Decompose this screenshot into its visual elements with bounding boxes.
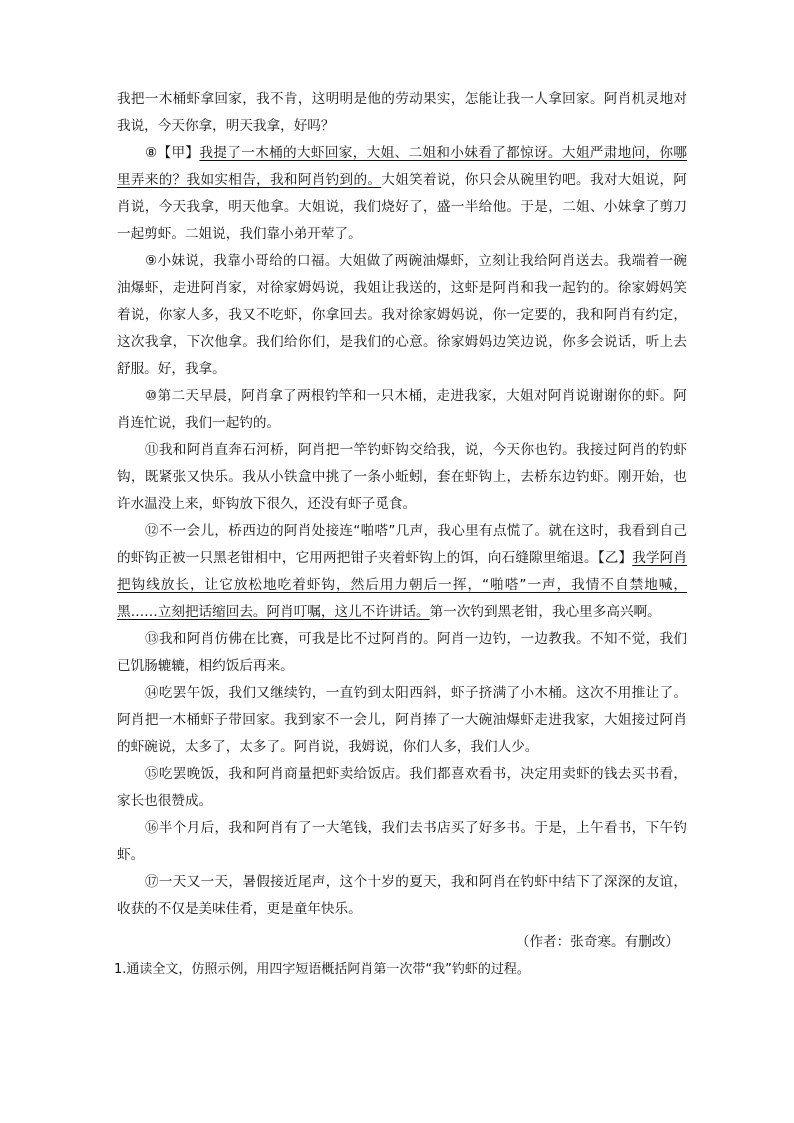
paragraph-17: ⑰一天又一天，暑假接近尾声，这个十岁的夏天，我和阿肖在钓虾中结下了深深的友谊，收获的不仅是美味佳肴，更是童年快乐。: [117, 874, 687, 917]
document-page: [114, 86, 688, 983]
paragraph-16: ⑯半个月后，我和阿肖有了一大笔钱，我们去书店买了好多书。于是，上午看书，下午钓虾。: [117, 820, 687, 863]
paragraph-8-marker: ⑧【甲】: [145, 145, 200, 161]
paragraph-12-before: ⑫不一会儿，桥西边的阿肖处接连“啪嗒”几声，我心里有点慌了。就在这时，我看到自己的虾钩正被一只黑老钳相中，它用两把钳子夹着虾钩上的饵，向石缝隙里缩退。【乙】: [117, 523, 687, 566]
paragraph-8-rest: 大姐笑着说，你只会从碗里钓吧。我对大姐说，阿肖说，今天我拿，明天他拿。大姐说，我们烧好了，盛一半给他。于是，二姐、小妹拿了剪刀一起剪虾。二姐说，我们靠小弟开荤了。: [117, 172, 688, 242]
question-1: 1.通读全文，仿照示例，用四字短语概括阿肖第一次带“我”钓虾的过程。: [114, 962, 530, 977]
underlined-passage-jia: 我提了一木桶的大虾回家，大姐、二姐和小妹看了都惊讶。大姐严肃地问，你哪里弄来的？我如实相告，我和阿肖钓到的。: [117, 145, 688, 188]
underlined-passage-yi: 我学阿肖把钩线放长，让它放松地吃着虾钩，然后用力朝后一挥，“啪嗒”一声，我情不自禁地喊，黑……立刻把话缩回去。阿肖叮嘱，这儿不许讲话。: [117, 550, 688, 620]
paragraph-14: ⑭吃罢午饭，我们又继续钓，一直钓到太阳西斜，虾子挤满了小木桶。这次不用推让了。阿肖把一木桶虾子带回家。我到家不一会儿，阿肖捧了一大碗油爆虾走进我家，大姐接过阿肖的虾碗说，太多了，太多了。阿肖说，我姆说，你们人多，我们人少。: [117, 685, 687, 755]
paragraph-11: ⑪我和阿肖直奔石河桥，阿肖把一竿钓虾钩交给我，说，今天你也钓。我接过阿肖的钓虾钩，既紧张又快乐。我从小铁盒中挑了一条小蚯蚓，套在虾钩上，去桥东边钓虾。刚开始，也许水温没上来，虾钩放下很久，还没有虾子觅食。: [117, 442, 687, 512]
paragraph-8: [117, 140, 687, 248]
paragraph-15: ⑮吃罢晚饭，我和阿肖商量把虾卖给饭店。我们都喜欢看书，决定用卖虾的钱去买书看，家长也很赞成。: [117, 766, 687, 809]
paragraph-12: [117, 518, 687, 626]
paragraph-10: ⑩第二天早晨，阿肖拿了两根钓竿和一只木桶，走进我家，大姐对阿肖说谢谢你的虾。阿肖连忙说，我们一起钓的。: [117, 388, 687, 431]
paragraph-12-after: 第一次钓到黑老钳，我心里多高兴啊。: [429, 604, 661, 620]
author-credit: （作者：张奇寒。有删改）: [515, 934, 679, 950]
paragraph-9: ⑨小妹说，我靠小哥给的口福。大姐做了两碗油爆虾，立刻让我给阿肖送去。我端着一碗油爆虾，走进阿肖家，对徐家姆妈说，我姐让我送的，这虾是阿肖和我一起钓的。徐家姆妈笑着说，你家人多，我又不吃虾，你拿回去。我对徐家姆妈说，你一定要的，我和阿肖有约定，这次我拿，下次他拿。我们给你们，是我们的心意。徐家姆妈边笑边说，你多会说话，听上去舒服。好，我拿。: [117, 253, 687, 377]
paragraph-13: ⑬我和阿肖仿佛在比赛，可我是比不过阿肖的。阿肖一边钓，一边教我。不知不觉，我们已饥肠辘辘，相约饭后再来。: [117, 631, 687, 674]
paragraph-continued: 我把一木桶虾拿回家，我不肯，这明明是他的劳动果实，怎能让我一人拿回家。阿肖机灵地对我说，今天你拿，明天我拿，好吗？: [117, 91, 687, 134]
